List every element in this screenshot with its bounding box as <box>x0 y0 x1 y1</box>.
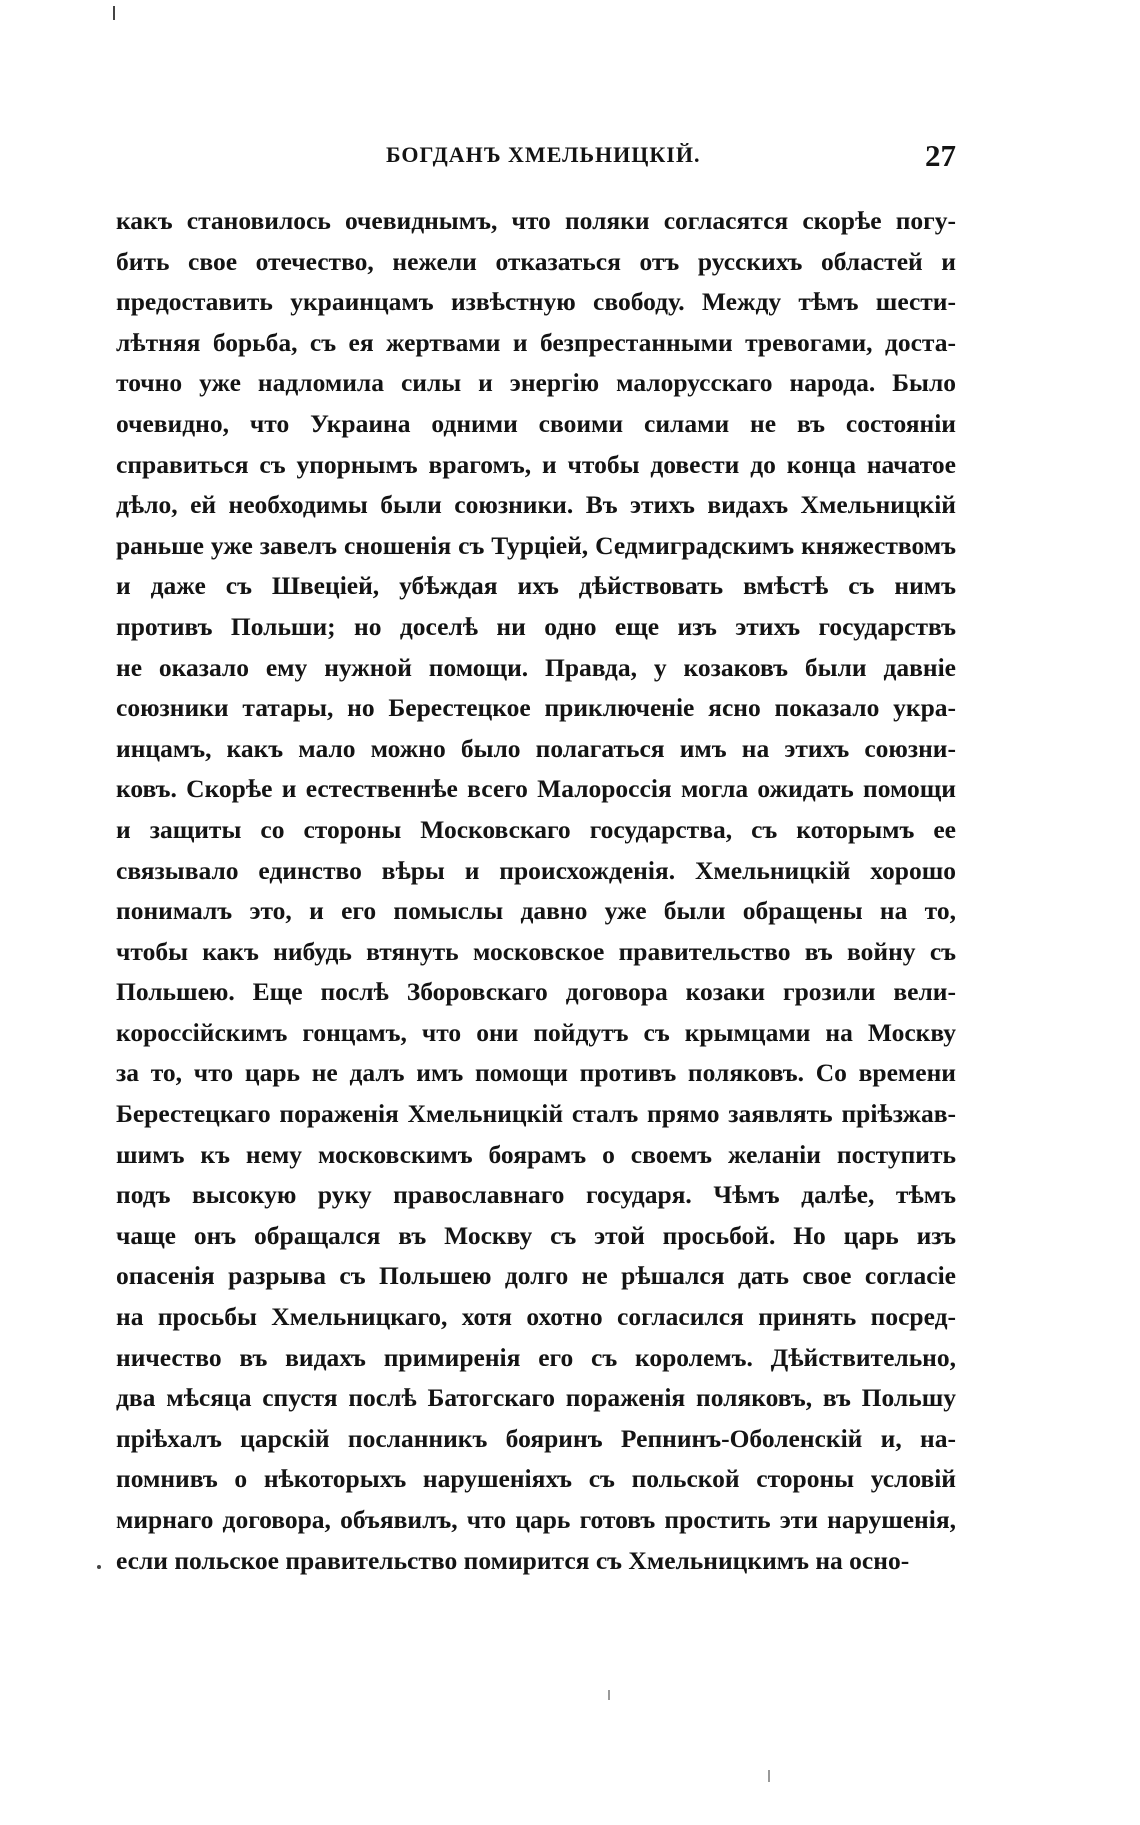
text-line: союзники татары, но Берестецкое приключеніе ясно показало укра- <box>116 693 956 723</box>
page-header <box>116 138 956 178</box>
scan-mark <box>97 1565 101 1569</box>
scan-mark <box>113 6 115 20</box>
text-line: инцамъ, какъ мало можно было полагаться имъ на этихъ союзни- <box>116 733 956 763</box>
text-line: не оказало ему нужной помощи. Правда, у козаковъ были давніе <box>116 652 956 682</box>
text-line: какъ становилось очевиднымъ, что поляки согласятся скорѣе погу- <box>116 206 956 235</box>
scan-mark <box>768 1770 770 1782</box>
text-line: на просьбы Хмельницкаго, хотя охотно согласился принять посред- <box>116 1302 956 1332</box>
text-line: ничество въ видахъ примиренія его съ королемъ. Дѣйствительно, <box>116 1342 956 1372</box>
text-line: чаще онъ обращался въ Москву съ этой просьбой. Но царь изъ <box>116 1220 956 1250</box>
text-line: понималъ это, и его помыслы давно уже были обращены на то, <box>116 896 956 926</box>
text-line: опасенія разрыва съ Польшею долго не рѣшался дать свое согласіе <box>116 1261 956 1291</box>
text-line: если польское правительство помирится съ Хмельницкимъ на осно- <box>116 1545 910 1575</box>
body-text <box>116 201 956 1581</box>
text-line: мирнаго договора, объявилъ, что царь готовъ простить эти нарушенія, <box>116 1505 956 1534</box>
page-number: 27 <box>925 138 956 173</box>
running-title: БОГДАНЪ ХМЕЛЬНИЦКІЙ. <box>386 142 701 167</box>
text-line: подъ высокую руку православнаго государя. Чѣмъ далѣе, тѣмъ <box>116 1180 956 1210</box>
text-line: короссійскимъ гонцамъ, что они пойдутъ съ крымцами на Москву <box>116 1017 956 1047</box>
text-line: и защиты со стороны Московскаго государства, съ которымъ ее <box>116 814 956 844</box>
text-line: предоставить украинцамъ извѣстную свободу. Между тѣмъ шести- <box>116 287 956 317</box>
scan-mark <box>608 1690 610 1700</box>
text-line: два мѣсяца спустя послѣ Батогскаго пораженія поляковъ, въ Польшу <box>116 1383 956 1413</box>
text-line: бить свое отечество, нежели отказаться отъ русскихъ областей и <box>116 246 956 276</box>
text-line: справиться съ упорнымъ врагомъ, и чтобы довести до конца начатое <box>116 449 956 479</box>
text-line: лѣтняя борьба, съ ея жертвами и безпрестанными тревогами, доста- <box>116 327 956 357</box>
text-line: шимъ къ нему московскимъ боярамъ о своемъ желаніи поступить <box>116 1139 956 1169</box>
text-line: за то, что царь не далъ имъ помощи противъ поляковъ. Со времени <box>116 1058 956 1088</box>
text-line: Польшею. Еще послѣ Зборовскаго договора козаки грозили вели- <box>116 977 956 1007</box>
text-line: пріѣхалъ царскій посланникъ бояринъ Репнинъ-Оболенскій и, на- <box>116 1423 956 1453</box>
text-line: дѣло, ей необходимы были союзники. Въ этихъ видахъ Хмельницкій <box>116 490 956 520</box>
text-line: очевидно, что Украина одними своими силами не въ состояніи <box>116 408 956 438</box>
text-line: ковъ. Скорѣе и естественнѣе всего Малороссія могла ожидать помощи <box>116 774 956 804</box>
text-line: точно уже надломила силы и энергію малорусскаго народа. Было <box>116 368 956 398</box>
text-line: связывало единство вѣры и происхожденія. Хмельницкій хорошо <box>116 855 956 885</box>
text-line: Берестецкаго пораженія Хмельницкій сталъ прямо заявлять пріѣзжав- <box>116 1099 956 1129</box>
text-line: помнивъ о нѣкоторыхъ нарушеніяхъ съ польской стороны условій <box>116 1464 956 1494</box>
text-line: чтобы какъ нибудь втянуть московское правительство въ войну съ <box>116 936 956 966</box>
text-line: и даже съ Швеціей, убѣждая ихъ дѣйствовать вмѣстѣ съ нимъ <box>116 571 956 601</box>
text-line: раньше уже завелъ сношенія съ Турціей, Седмиградскимъ княжествомъ <box>116 530 956 560</box>
text-line: противъ Польши; но доселѣ ни одно еще изъ этихъ государствъ <box>116 611 956 641</box>
